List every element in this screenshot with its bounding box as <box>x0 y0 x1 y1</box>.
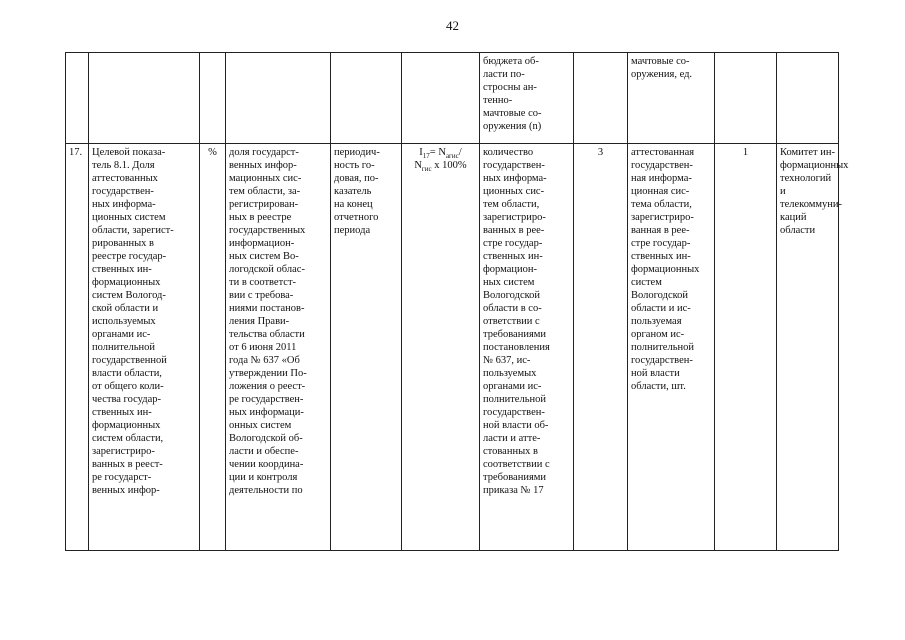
row-number-cell <box>66 144 89 551</box>
row-number: 17. <box>69 147 83 158</box>
basic-indicator-2-cont-text: мачтовые со- оружения, ед. <box>631 56 693 80</box>
table-cell <box>574 53 628 144</box>
responsible-body: Комитет ин- формационных технологий и телекоммуни- каций области <box>780 147 849 236</box>
page-number: 42 <box>446 18 459 33</box>
periodicity: периодич- ность го- довая, по- казатель на конец отчетного периода <box>334 147 380 236</box>
responsible-cell <box>777 144 849 551</box>
indicator-definition: доля государст- венных инфор- мационных сис- тем области, за- регистрирован- ных в реестре государственных информацион- ных систем Во- логодской облас- ти в соответст- вии с требова- ниями постанов- ления Прави- тельства области от 6 июня 2011 года № 637 «Об утверждении По- ложения о реест- ре государствен- ных информаци- онных систем Вологодской об- ласти и обеспе- чении координа- ции и контроля деятельности по <box>229 147 307 496</box>
formula-lhs: I <box>419 147 423 158</box>
indicator-name: Целевой показа- тель 8.1. Доля аттестованных государствен- ных информа- ционных систем области, зарегист- рированных в реестре государ- ственных ин- формационных систем Вологод- ской области и используемых органами ис- полнительной государственной власти области, от общего коли- чества государ- ственных ин- формационных систем области, зарегистриро- ванных в реест- ре государст- венных инфор- <box>92 147 174 496</box>
formula-n2-sub: гис <box>421 165 432 174</box>
basic-indicator: количество государствен- ных информа- ционных сис- тем области, зарегистриро- ванных в рее- стре государ- ственных ин- формацион- ных систем Вологодской области в со- ответствии с требованиями постановления № 637, ис- пользуемых органами ис- полнительной государствен- ной власти об- ласти и атте- стованных в соответствии с требованиями приказа № 17 <box>483 147 550 496</box>
basic-indicator-2: аттестованная государствен- ная информа- ционная сис- тема области, зарегистриро- ванная в рее- стре государ- ственных ин- формационных систем Вологодской области и ис- пользуемая органом ис- полнительной государствен- ной власти области, шт. <box>631 147 700 392</box>
formula-div: / <box>458 147 462 158</box>
indicator-name-cell <box>89 144 200 551</box>
table-cell <box>89 53 200 144</box>
method-number: 3 <box>597 147 604 158</box>
basic-indicator-2-cont-cell <box>628 53 715 144</box>
table-cell <box>777 53 839 144</box>
indicator-table <box>65 52 849 551</box>
formula-eq: = N <box>429 147 446 158</box>
method-number-2: 1 <box>742 147 749 158</box>
table-cell <box>226 53 331 144</box>
table-cell <box>715 53 777 144</box>
basic-indicator-2-cell <box>628 144 715 551</box>
table-cell <box>66 53 89 144</box>
formula-tail: x 100% <box>431 160 467 171</box>
method-2-cell <box>715 144 777 551</box>
table-cell <box>200 53 226 144</box>
formula-n2: N <box>414 160 422 171</box>
basic-indicator-cont-cell <box>480 53 574 144</box>
table-cell <box>402 53 480 144</box>
formula-lhs-sub: 17 <box>422 152 430 161</box>
table-cell <box>331 53 402 144</box>
formula-n1-sub: агис <box>445 152 459 161</box>
formula-cell <box>402 144 480 551</box>
table-row <box>66 144 839 551</box>
method-cell <box>574 144 628 551</box>
unit: % <box>208 147 217 158</box>
periodicity-cell <box>331 144 402 551</box>
unit-cell <box>200 144 226 551</box>
formula <box>405 146 476 172</box>
basic-indicator-cell <box>480 144 574 551</box>
basic-indicator-cont-text: бюджета об- ласти по- стросны ан- тенно- мачтовые со- оружения (n) <box>483 56 542 132</box>
definition-cell <box>226 144 331 551</box>
table-row <box>66 53 839 144</box>
